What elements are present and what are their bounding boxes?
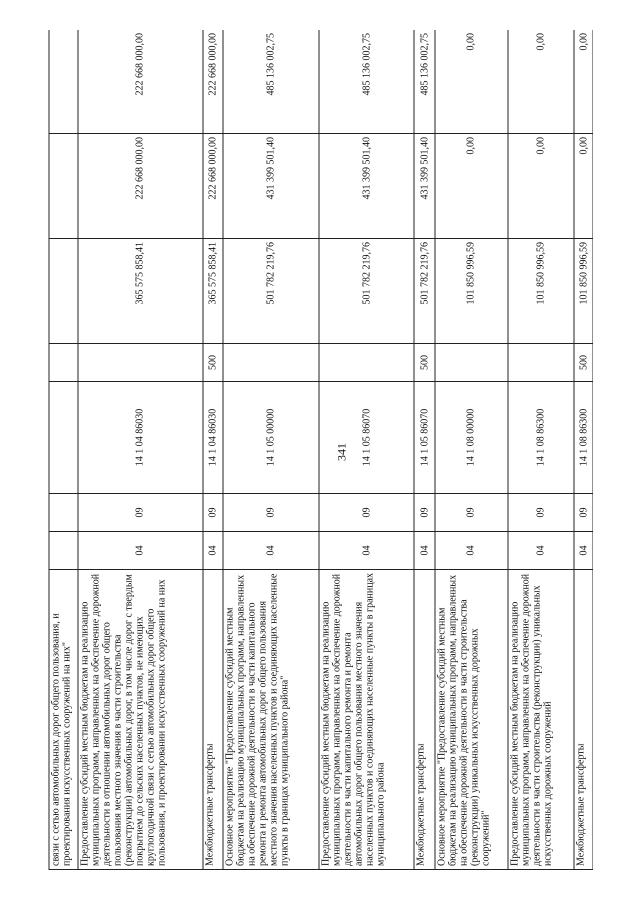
cell-csr: 14 1 05 86070 (414, 382, 435, 494)
cell-y1: 365 575 858,41 (78, 239, 203, 344)
cell-y2: 431 399 501,40 (318, 134, 414, 239)
table-row (574, 30, 593, 870)
cell-y3: 0,00 (507, 30, 573, 134)
cell-y3: 222 668 000,00 (78, 30, 203, 134)
cell-vr (223, 344, 319, 382)
cell-name: связи с сетью автомобильных дорог общего пользования, и проектирования искусственных сооружений на них" (49, 570, 78, 870)
cell-y3: 222 668 000,00 (202, 30, 223, 134)
cell-y2: 431 399 501,40 (414, 134, 435, 239)
cell-name: Предоставление субсидий местным бюджетам на реализацию муниципальных программ, направленных на обеспечение дорожной деятельности в части строительства (реконструкции) уникальных искусственных дорожных сооружений (507, 570, 573, 870)
cell-csr: 14 1 05 00000 (223, 382, 319, 494)
cell-vr (507, 344, 573, 382)
cell-y3: 0,00 (435, 30, 508, 134)
cell-csr: 14 1 04 86030 (78, 382, 203, 494)
cell-y2: 0,00 (507, 134, 573, 239)
cell-y1: 501 782 219,76 (318, 239, 414, 344)
cell-sub: 09 (574, 494, 593, 532)
cell-y3: 485 136 002,75 (414, 30, 435, 134)
cell-vr (435, 344, 508, 382)
cell-csr: 14 1 08 86300 (507, 382, 573, 494)
cell-sec: 04 (318, 532, 414, 570)
cell-csr: 14 1 05 86070 (318, 382, 414, 494)
cell-name: Основное мероприятие "Предоставление субсидий местным бюджетам на реализацию муниципальных программ, направленных на обеспечение дорожной деятельности в части капитального ремонта и ремонта автомобильных дорог общего пользования местного значения населенных пунктов и соединяющих населенные пункты в границах муниципального района" (223, 570, 319, 870)
cell-y2 (49, 134, 78, 239)
cell-vr: 500 (414, 344, 435, 382)
cell-sub (49, 494, 78, 532)
cell-y1: 501 782 219,76 (414, 239, 435, 344)
cell-y1: 501 782 219,76 (223, 239, 319, 344)
cell-sub: 09 (318, 494, 414, 532)
cell-sub: 09 (78, 494, 203, 532)
table-row (318, 30, 414, 870)
cell-y3: 485 136 002,75 (318, 30, 414, 134)
cell-name: Предоставление субсидий местным бюджетам на реализацию муниципальных программ, направленных на обеспечение дорожной деятельности в отношении автомобильных дорог общего пользования местного значения в части строительства (реконструкции) автомобильных дорог, в том числе дорог с твердым покрытием до сельских населенных пунктов, не имеющих круглогодичной связи с сетью автомобильных дорог общего пользования, и проектировании искусственных сооружений на них (78, 570, 203, 870)
table-row (414, 30, 435, 870)
cell-csr: 14 1 08 00000 (435, 382, 508, 494)
table-row (49, 30, 78, 870)
cell-vr: 500 (574, 344, 593, 382)
cell-sec: 04 (202, 532, 223, 570)
table-row (202, 30, 223, 870)
cell-sub: 09 (507, 494, 573, 532)
cell-sec: 04 (574, 532, 593, 570)
cell-name: Межбюджетные трансферты (414, 570, 435, 870)
table-row (223, 30, 319, 870)
page-number: 341 (334, 443, 349, 461)
table-row (78, 30, 203, 870)
cell-y2: 0,00 (435, 134, 508, 239)
rotated-table-container (48, 30, 593, 870)
cell-sec (49, 532, 78, 570)
cell-y1: 101 850 996,59 (507, 239, 573, 344)
cell-vr (78, 344, 203, 382)
cell-sec: 04 (435, 532, 508, 570)
cell-sec: 04 (223, 532, 319, 570)
cell-y1: 101 850 996,59 (435, 239, 508, 344)
cell-sub: 09 (435, 494, 508, 532)
table-row (507, 30, 573, 870)
cell-vr: 500 (202, 344, 223, 382)
cell-y1 (49, 239, 78, 344)
cell-y2: 0,00 (574, 134, 593, 239)
budget-table-rotated (48, 30, 593, 870)
budget-table (48, 30, 593, 870)
cell-csr: 14 1 04 86030 (202, 382, 223, 494)
cell-y3: 485 136 002,75 (223, 30, 319, 134)
cell-sub: 09 (414, 494, 435, 532)
cell-sec: 04 (507, 532, 573, 570)
cell-sec: 04 (78, 532, 203, 570)
cell-name: Межбюджетные трансферты (202, 570, 223, 870)
cell-csr: 14 1 08 86300 (574, 382, 593, 494)
cell-vr (318, 344, 414, 382)
cell-name: Основное мероприятие "Предоставление субсидий местным бюджетам на реализацию муниципальных программ, направленных на обеспечение дорожной деятельности в части строительства (реконструкции) уникальных искусственных дорожных сооружений" (435, 570, 508, 870)
cell-csr (49, 382, 78, 494)
cell-y2: 431 399 501,40 (223, 134, 319, 239)
cell-y1: 101 850 996,59 (574, 239, 593, 344)
cell-sub: 09 (223, 494, 319, 532)
cell-y3: 0,00 (574, 30, 593, 134)
cell-sub: 09 (202, 494, 223, 532)
cell-y3 (49, 30, 78, 134)
cell-y2: 222 668 000,00 (202, 134, 223, 239)
cell-y2: 222 668 000,00 (78, 134, 203, 239)
table-row (435, 30, 508, 870)
cell-sec: 04 (414, 532, 435, 570)
cell-name: Предоставление субсидий местным бюджетам на реализацию муниципальных программ, направленных на обеспечение дорожной деятельности в части капитального ремонта и ремонта автомобильных дорог общего пользования местного значения населенных пунктов и соединяющих населенные пункты в границах муниципального района (318, 570, 414, 870)
cell-name: Межбюджетные трансферты (574, 570, 593, 870)
cell-y1: 365 575 858,41 (202, 239, 223, 344)
cell-vr (49, 344, 78, 382)
